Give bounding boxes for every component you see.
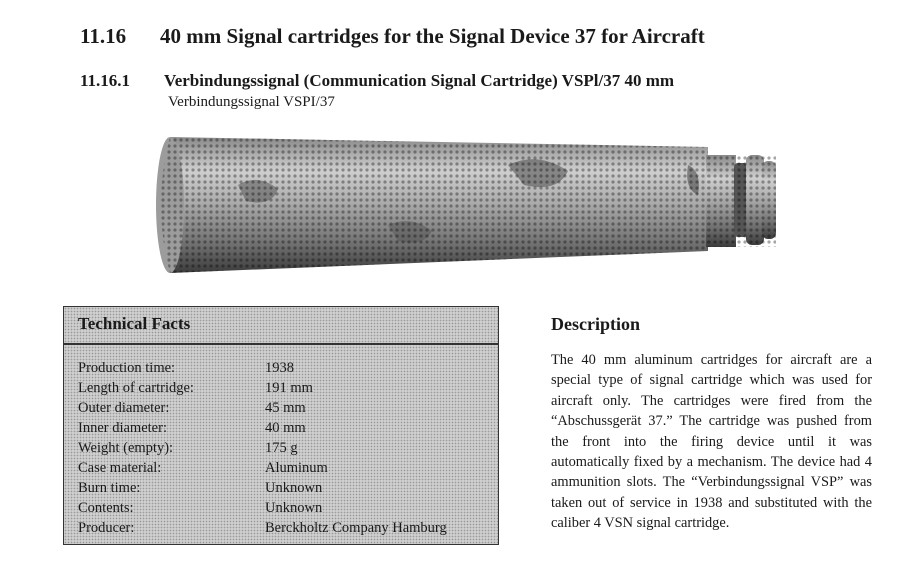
- fact-value: 191 mm: [265, 380, 313, 396]
- technical-facts-list: [78, 358, 493, 538]
- fact-row-case-material: [78, 458, 493, 478]
- section-subtitle: Verbindungssignal VSPI/37: [168, 94, 335, 110]
- section-heading: [80, 71, 674, 91]
- fact-row-length: [78, 378, 493, 398]
- fact-value: 40 mm: [265, 420, 306, 436]
- fact-value: Berckholtz Company Hamburg: [265, 520, 447, 536]
- fact-label: Producer:: [78, 520, 135, 536]
- description-body: The 40 mm aluminum cartridges for aircraft are a special type of signal cartridge which was used for aircraft only. The cartridges were fired from the “Abschussgerät 37.” The cartridge was pushed from the front into the firing device until it was automatically fixed by a mechanism. The device had 4 ammunition slots. The “Verbindungssignal VSP” was taken out of service in 1938 and substituted with the caliber 4 VSN signal cartridge.: [551, 352, 872, 532]
- fact-value: 1938: [265, 360, 294, 376]
- fact-label: Inner diameter:: [78, 420, 167, 436]
- section-number: 11.16.1: [80, 71, 131, 90]
- technical-facts-box: [63, 306, 499, 545]
- fact-row-producer: [78, 518, 493, 538]
- fact-label: Outer diameter:: [78, 400, 170, 416]
- fact-label: Length of cartridge:: [78, 380, 194, 396]
- fact-row-burn-time: [78, 478, 493, 498]
- fact-row-production-time: [78, 358, 493, 378]
- fact-value: 45 mm: [265, 400, 306, 416]
- fact-value: Unknown: [265, 500, 323, 516]
- fact-label: Weight (empty):: [78, 440, 174, 456]
- fact-value: 175 g: [265, 440, 298, 456]
- fact-value: Unknown: [265, 480, 323, 496]
- chapter-number: 11.16: [80, 24, 127, 48]
- fact-label: Burn time:: [78, 480, 141, 496]
- chapter-title: 40 mm Signal cartridges for the Signal Device 37 for Aircraft: [160, 24, 705, 48]
- fact-label: Contents:: [78, 500, 134, 516]
- fact-row-weight: [78, 438, 493, 458]
- chapter-heading: [80, 24, 705, 49]
- technical-facts-divider: [64, 343, 498, 345]
- fact-row-outer-diameter: [78, 398, 493, 418]
- fact-row-contents: [78, 498, 493, 518]
- signal-cartridge-photo: [148, 125, 788, 285]
- section-title: Verbindungssignal (Communication Signal Cartridge) VSPl/37 40 mm: [164, 71, 675, 90]
- fact-value: Aluminum: [265, 460, 328, 476]
- fact-row-inner-diameter: [78, 418, 493, 438]
- technical-facts-title: Technical Facts: [78, 314, 191, 333]
- fact-label: Case material:: [78, 460, 162, 476]
- description-title: Description: [551, 314, 640, 334]
- fact-label: Production time:: [78, 360, 176, 376]
